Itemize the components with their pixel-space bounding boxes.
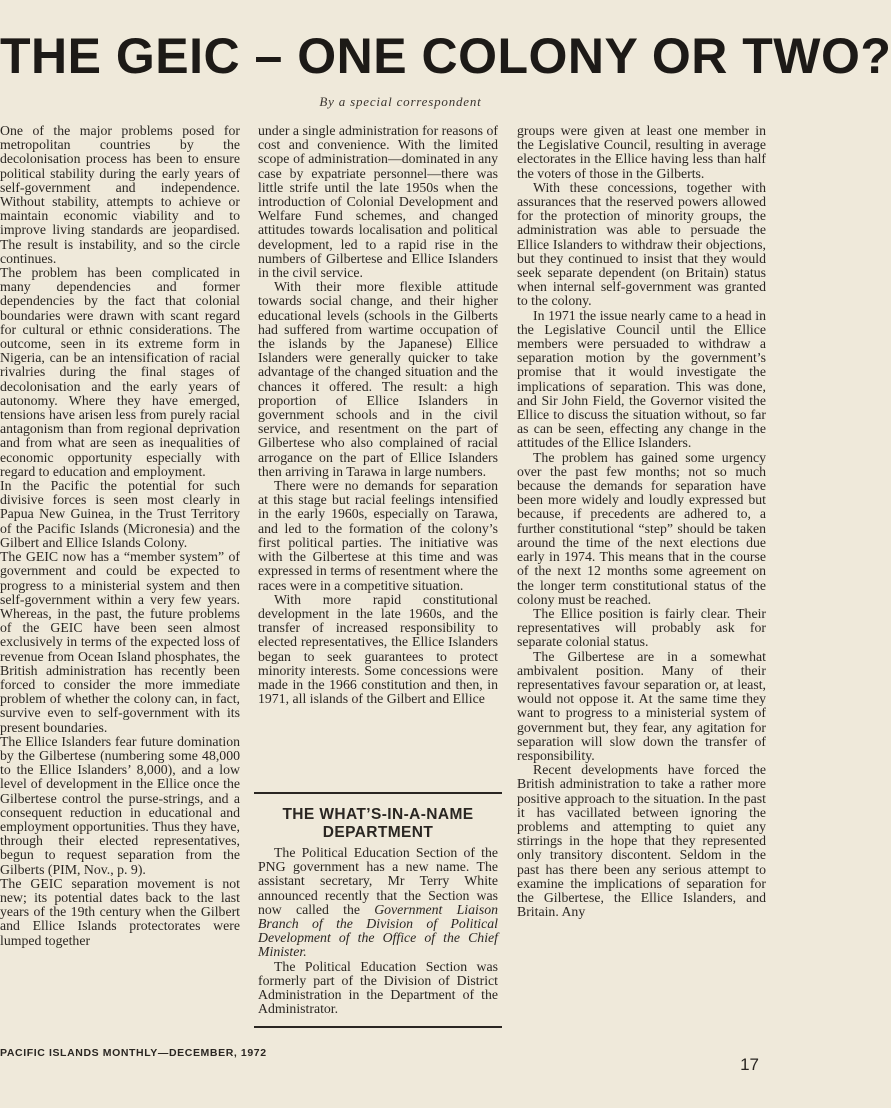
sidebar-box — [254, 792, 502, 1028]
divider — [254, 792, 502, 794]
paragraph: With these concessions, together with assurances that the reserved powers allowed for the protection of minority groups, the administration was able to persuade the Ellice Islanders to withdraw their objections, but they continued to insist that they would seek separate dependent (on Britain) status when internal self-government was granted to the colony. — [517, 179, 766, 309]
article-column-3 — [517, 124, 766, 919]
sidebar-italic-name: Government Liaison Branch of the Division of Political Development of the Office of the Chief Minister. — [258, 901, 498, 960]
paragraph: The GEIC now has a “member system” of government and could be expected to progress to a ministerial system and then self-government within a very few years. Whereas, in the past, the future problems of the GEIC have been seen almost exclusively in terms of the expected loss of revenue from Ocean Island phosphates, the British administration has recently been forced to consider the more immediate problem of whether the colony can, in fact, survive even to self-government with its present boundaries. — [0, 549, 240, 735]
sidebar-paragraph — [258, 846, 498, 960]
paragraph: The problem has been complicated in many dependencies and former dependencies by the fact that colonial boundaries were drawn with scant regard for cultural or ethnic considerations. The outcome, seen in its extreme form in Nigeria, can be an intensification of racial rivalries during the final stages of decolonisation and the early years of autonomy. Where they have emerged, tensions have arisen less from purely racial antagonism than from regional deprivation and from what are seen as inequalities of economic opportunity especially with regard to education and employment. — [0, 265, 240, 479]
sidebar-title: THE WHAT’S-IN-A-NAME DEPARTMENT — [282, 806, 474, 841]
paragraph: With their more flexible attitude towards social change, and their higher educational levels (schools in the Gilberts had suffered from wartime occupation of the islands by the Japanese) Ellice Islanders were generally quicker to take advantage of the changed situation and the chances it offered. The result: a high proportion of Ellice Islanders in government schools and in the civil service, and resentment on the part of Gilbertese who also complained of racial arrogance on the part of Ellice Islanders then arriving in Tarawa in large numbers. — [258, 279, 498, 479]
sidebar-text: The Political Education Section of the PNG government has a new name. The assistant secretary, Mr Terry White announced recently that the Section was now called the — [258, 845, 498, 917]
paragraph: There were no demands for separation at this stage but racial feelings intensified in the early 1960s, especially on Tarawa, and led to the formation of the colony’s first political parties. The initiative was with the Gilbertese at this time and was expressed in terms of resentment where the races were in a competitive situation. — [258, 478, 498, 593]
headline: THE GEIC – ONE COLONY OR TWO? — [0, 28, 891, 84]
paragraph: The Ellice position is fairly clear. Their representatives will probably ask for separate colonial status. — [517, 605, 766, 650]
page-number: 17 — [740, 1055, 759, 1074]
paragraph: The GEIC separation movement is not new; its potential dates back to the last years of the 19th century when the Gilbert and Ellice Islands protectorates were lumped together — [0, 875, 240, 948]
paragraph: The Gilbertese are in a somewhat ambivalent position. Many of their representatives favour separation or, at least, would not oppose it. At the same time they want to progress to a ministerial system of government but, they fear, any agitation for separation will slow down the transfer of responsibility. — [517, 648, 766, 763]
paragraph: under a single administration for reasons of cost and convenience. With the limited scope of administration—dominated in any case by expatriate personnel—there was little strife until the late 1950s when the introduction of Colonial Development and Welfare Fund schemes, and changed attitudes towards localisation and political development, led to a rapid rise in the numbers of Gilbertese and Ellice Islanders in the civil service. — [258, 123, 498, 281]
paragraph: Recent developments have forced the British administration to take a rather more positive approach to the situation. In the past it has vacillated between ignoring the problems and attempting to quiet any stirrings in the hope that they represented only transitory discontent. Seldom in the past has there been any serious attempt to examine the implications of separation for the Gilbertese, the Ellice Islanders, and Britain. Any — [517, 762, 766, 920]
paragraph: In 1971 the issue nearly came to a head in the Legislative Council until the Ellice members were persuaded to withdraw a separation motion by the government’s promise that it would investigate the implications of separation. This was done, and Sir John Field, the Governor visited the Ellice to discuss the situation without, so far as can be seen, effecting any change in the attitudes of the Ellice Islanders. — [517, 307, 766, 451]
sidebar-body — [254, 846, 502, 1016]
paragraph: One of the major problems posed for metropolitan countries by the decolonisation process has been to ensure political stability during the early years of self-government and independence. Without stability, attempts to achieve or maintain economic viability and to improve living standards are jeopardised. The result is instability, and so the circle continues. — [0, 123, 240, 266]
paragraph: The Ellice Islanders fear future domination by the Gilbertese (numbering some 48,000 to the Ellice Islanders’ 8,000), and a low level of development in the Ellice once the Gilbertese control the purse-strings, and a consequent reduction in educational and employment opportunities. Thus they have, through their elected representatives, begun to request separation from the Gilberts (PIM, Nov., p. 9). — [0, 733, 240, 877]
paragraph: The problem has gained some urgency over the past few months; not so much because the demands for separation have been more widely and loudly expressed but because, if precedents are adhered to, a further constitutional “step” should be taken around the time of the next elections due early in 1974. This means that in the course of the next 12 months some agreement on the longer term constitutional status of the colony must be reached. — [517, 449, 766, 607]
paragraph: In the Pacific the potential for such divisive forces is seen most clearly in Papua New Guinea, in the Trust Territory of the Pacific Islands (Micronesia) and the Gilbert and Ellice Islands Colony. — [0, 478, 240, 550]
footer-publication: PACIFIC ISLANDS MONTHLY—DECEMBER, 1972 — [0, 1047, 267, 1059]
article-column-1 — [0, 124, 240, 948]
paragraph: groups were given at least one member in the Legislative Council, resulting in average electorates in the Ellice having less than half the voters of those in the Gilberts. — [517, 123, 766, 181]
paragraph: With more rapid constitutional development in the late 1960s, and the transfer of increased responsibility to elected representatives, the Ellice Islanders began to seek guarantees to protect minority interests. Some concessions were made in the 1966 constitution and then, in 1971, all islands of the Gilbert and Ellice — [258, 591, 498, 707]
divider — [254, 1026, 502, 1028]
sidebar-paragraph: The Political Education Section was formerly part of the Division of District Administration in the Department of the Administrator. — [258, 958, 498, 1017]
byline: By a special correspondent — [319, 94, 482, 109]
article-column-2 — [258, 124, 498, 706]
